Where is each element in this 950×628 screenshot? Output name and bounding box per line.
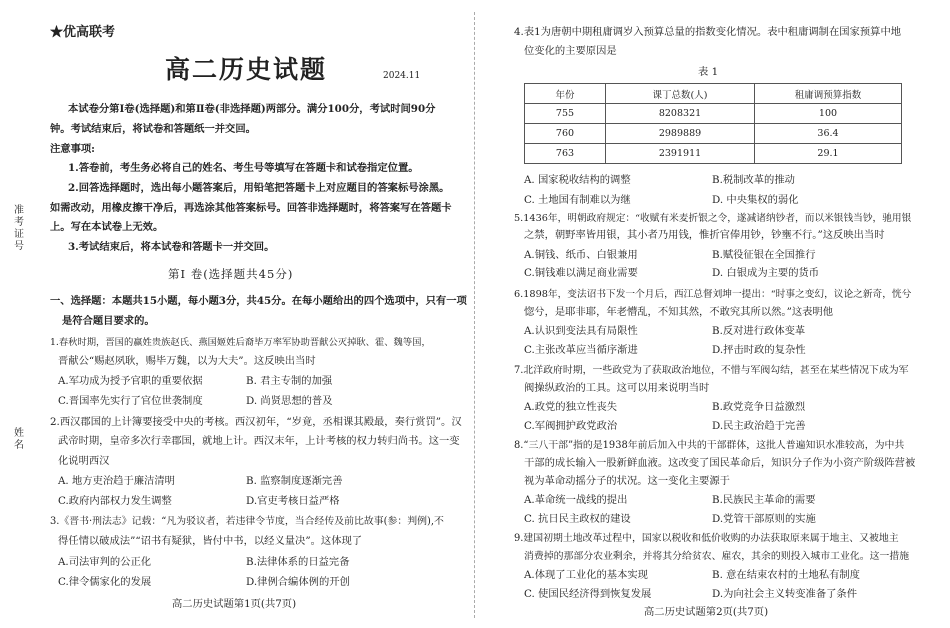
part-title: 第Ⅰ 卷(选择题共45分) bbox=[168, 267, 294, 281]
option-a: A.军功成为授予官职的重要依据 bbox=[58, 375, 203, 387]
table-header-cell: 年份 bbox=[525, 84, 606, 104]
table-cell: 760 bbox=[525, 124, 606, 144]
question-stem: 9.建国初期土地改革过程中，国家以税收和低价收购的办法获取原来属于地主、又被地主 bbox=[514, 533, 899, 544]
question-stem: 之禁，朝野率皆用银，其小者乃用钱，惟折官俸用钞，钞壅不行。”这反映出当时 bbox=[524, 229, 885, 241]
section-instruction: 一、选择题：本题共15小题，每小题3分，共45分。在每小题给出的四个选项中，只有一项 bbox=[50, 295, 467, 307]
option-b: B.民族民主革命的需要 bbox=[712, 494, 816, 506]
option-c: C.政府内部权力发生调整 bbox=[58, 495, 172, 507]
page-divider bbox=[474, 12, 475, 618]
option-a: A. 地方吏治趋于廉洁清明 bbox=[58, 475, 175, 487]
note-line: 上。写在本试卷上无效。 bbox=[50, 221, 164, 233]
option-d: D. 白银成为主要的货币 bbox=[712, 267, 820, 279]
question-stem: 消费掉的那部分农业剩余，并将其分给贫农、雇农，其余的则投入城市工业化。这一措施 bbox=[524, 551, 910, 562]
question-stem: 2.西汉郡国的上计簿要接受中央的考核。西汉初年，“岁竟，丞相课其殿最，奏行赏罚”。汉 bbox=[50, 416, 462, 428]
option-b: B. 监察制度逐渐完善 bbox=[246, 475, 343, 487]
option-d: D.民主政治趋于完善 bbox=[712, 420, 806, 432]
option-d: D.官吏考核日益严格 bbox=[246, 495, 340, 507]
question-stem: 化说明西汉 bbox=[58, 455, 110, 467]
question-stem: 视为革命动摇分子的状况。这一变化主要源于 bbox=[524, 475, 730, 487]
option-c: C.铜钱难以满足商业需要 bbox=[524, 267, 638, 279]
option-d: D.律例合编体例的开创 bbox=[246, 576, 350, 588]
question-stem: 3.《晋书·刑法志》记载：“凡为驳议者，若违律令节度，当合经传及前比故事(参：判例),不 bbox=[50, 516, 444, 527]
question-stem: 干部的成长输入一股新鲜血液。这改变了国民革命后，知识分子作为小资产阶级阵营被 bbox=[524, 457, 916, 469]
option-a: A.认识到变法具有局限性 bbox=[524, 325, 638, 337]
table-header-row bbox=[525, 84, 902, 104]
option-c: C. 抗日民主政权的建设 bbox=[524, 513, 631, 525]
option-b: B.政党竞争日益激烈 bbox=[712, 401, 806, 413]
table-row bbox=[525, 124, 902, 144]
question-stem: 7.北洋政府时期，一些政党为了获取政治地位，不惜与军阀勾结，甚至在某些情况下成为军 bbox=[514, 365, 909, 376]
table-row bbox=[525, 144, 902, 164]
option-c: C. 土地国有制难以为继 bbox=[524, 194, 631, 206]
exam-tag: ★优高联考 bbox=[50, 25, 116, 40]
question-stem: 位变化的主要原因是 bbox=[524, 45, 617, 57]
question-stem: 5.1436年，明朝政府规定：“收赋有米麦折银之令，遂减诸纳钞者，而以米银钱当钞，驰用银 bbox=[514, 213, 912, 224]
name-label: 姓名 bbox=[14, 428, 24, 451]
option-a: A.体现了工业化的基本实现 bbox=[524, 569, 648, 581]
note-line: 如需改动，用橡皮擦干净后，再选涂其他答案标号。回答非选择题时，将答案写在答题卡 bbox=[50, 202, 452, 214]
option-c: C.主张改革应当循序渐进 bbox=[524, 344, 638, 356]
option-b: B.反对进行政体变革 bbox=[712, 325, 806, 337]
table-caption: 表 1 bbox=[698, 66, 719, 78]
option-d: D. 尚贤思想的普及 bbox=[246, 395, 333, 407]
option-a: A.司法审判的公正化 bbox=[58, 556, 152, 568]
option-c: C.律令儒家化的发展 bbox=[58, 576, 152, 588]
table-header-cell: 租庸调预算指数 bbox=[755, 84, 902, 104]
option-a: A. 国家税收结构的调整 bbox=[524, 174, 631, 186]
page-title: 高二历史试题 bbox=[165, 55, 328, 84]
table-header-cell: 课丁总数(人) bbox=[606, 84, 755, 104]
question-stem: 惚兮，是耶非耶，年老懵乱，不知其然，不敢究其所以然。”这表明他 bbox=[524, 306, 834, 318]
option-b: B.税制改革的推动 bbox=[712, 174, 795, 186]
table-cell: 2989889 bbox=[606, 124, 755, 144]
data-table bbox=[524, 83, 902, 164]
exam-id-label: 准考证号 bbox=[14, 205, 24, 252]
option-b: B.赋役征银在全国推行 bbox=[712, 249, 816, 261]
note-line: 1.答卷前，考生务必将自己的姓名、考生号等填写在答题卡和试卷指定位置。 bbox=[68, 162, 419, 174]
table-cell: 2391911 bbox=[606, 144, 755, 164]
section-instruction: 是符合题目要求的。 bbox=[62, 315, 155, 327]
option-d: D.为向社会主义转变准备了条件 bbox=[712, 588, 858, 600]
option-b: B. 君主专制的加强 bbox=[246, 375, 333, 387]
page-footer: 高二历史试题第2页(共7页) bbox=[644, 606, 769, 618]
option-c: C.晋国率先实行了官位世袭制度 bbox=[58, 395, 203, 407]
note-line: 3.考试结束后，将本试卷和答题卡一并交回。 bbox=[68, 241, 275, 253]
option-d: D.党管干部原则的实施 bbox=[712, 513, 816, 525]
table-cell: 36.4 bbox=[755, 124, 902, 144]
question-stem: 晋献公“赐赵夙耿，赐毕万魏，以为大夫”。这反映出当时 bbox=[58, 355, 316, 367]
question-stem: 阀操纵政治的工具。这可以用来说明当时 bbox=[524, 382, 710, 394]
intro-line: 本试卷分第Ⅰ卷(选择题)和第Ⅱ卷(非选择题)两部分。满分100分，考试时间90分 bbox=[68, 103, 436, 115]
table-row bbox=[525, 104, 902, 124]
question-stem: 1.春秋时期，晋国的赢姓贵族赵氏、燕国姬姓后裔毕万率军协助晋献公灭掉耿、霍、魏等国， bbox=[50, 337, 431, 348]
table-cell: 755 bbox=[525, 104, 606, 124]
option-c: C.军阀拥护政党政治 bbox=[524, 420, 618, 432]
question-stem: 武帝时期，皇帝多次行幸郡国，就地上计。西汉末年，上计考核的权力转归尚书。这一变 bbox=[58, 435, 460, 447]
notes-heading: 注意事项: bbox=[50, 143, 95, 155]
question-stem: 6.1898年，变法诏书下发一个月后，西江总督刘坤一提出：“时事之变幻，议论之新奇，恍兮 bbox=[514, 289, 912, 300]
option-b: B. 意在结束农村的土地私有制度 bbox=[712, 569, 860, 581]
option-d: D.抨击时政的复杂性 bbox=[712, 344, 806, 356]
question-stem: 4.表1为唐朝中期租庸调岁入预算总量的指数变化情况。表中租庸调制在国家预算中地 bbox=[514, 26, 902, 38]
question-stem: 得任情以破成法”“诏书有疑狱，皆付中书，以经义量决”。这体现了 bbox=[58, 535, 363, 547]
table-cell: 8208321 bbox=[606, 104, 755, 124]
intro-line: 钟。考试结束后，将试卷和答题纸一并交回。 bbox=[50, 123, 256, 135]
option-d: D. 中央集权的弱化 bbox=[712, 194, 799, 206]
exam-date: 2024.11 bbox=[383, 71, 421, 81]
page-footer: 高二历史试题第1页(共7页) bbox=[172, 598, 297, 610]
option-b: B.法律体系的日益完备 bbox=[246, 556, 350, 568]
note-line: 2.回答选择题时，选出每小题答案后，用铅笔把答题卡上对应题目的答案标号涂黑。 bbox=[68, 182, 450, 194]
option-a: A.铜钱、纸币、白银兼用 bbox=[524, 249, 638, 261]
option-a: A.革命统一战线的提出 bbox=[524, 494, 628, 506]
table-cell: 763 bbox=[525, 144, 606, 164]
table-cell: 100 bbox=[755, 104, 902, 124]
option-c: C. 使国民经济得到恢复发展 bbox=[524, 588, 652, 600]
table-cell: 29.1 bbox=[755, 144, 902, 164]
option-a: A.政党的独立性丧失 bbox=[524, 401, 618, 413]
question-stem: 8.“三八干部”指的是1938年前后加入中共的干部群体，这批人普遍知识水准较高，为中共 bbox=[514, 440, 905, 451]
